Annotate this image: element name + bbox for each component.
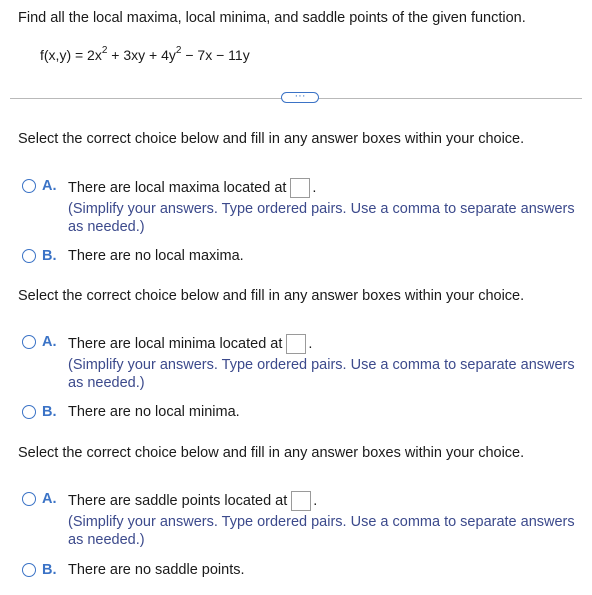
formula-exponent-x: 2 bbox=[101, 45, 108, 56]
choice-letter: B. bbox=[42, 562, 57, 578]
radio-maxima-a[interactable] bbox=[22, 179, 36, 193]
choice-text: There are saddle points located at bbox=[68, 492, 288, 509]
hint-text: (Simplify your answers. Type ordered pairs. Use a comma to separate answers as needed.) bbox=[68, 357, 575, 391]
choice-letter: B. bbox=[42, 404, 57, 420]
choice-letter: A. bbox=[42, 334, 57, 350]
formula-mid: + 3xy + 4y bbox=[107, 47, 176, 63]
function-formula bbox=[40, 47, 250, 63]
formula-rhs: − 7x − 11y bbox=[181, 47, 250, 63]
formula-exponent-y: 2 bbox=[175, 45, 182, 56]
radio-minima-b[interactable] bbox=[22, 405, 36, 419]
radio-saddle-b[interactable] bbox=[22, 563, 36, 577]
answer-box-maxima[interactable] bbox=[290, 178, 310, 198]
choice-text: There are local maxima located at bbox=[68, 179, 287, 196]
choice-letter: A. bbox=[42, 178, 57, 194]
answer-box-minima[interactable] bbox=[286, 334, 306, 354]
radio-maxima-b[interactable] bbox=[22, 249, 36, 263]
hint-text: (Simplify your answers. Type ordered pairs. Use a comma to separate answers as needed.) bbox=[68, 201, 575, 235]
choice-text: There are local minima located at bbox=[68, 335, 283, 352]
question-prompt: Find all the local maxima, local minima, and saddle points of the given function. bbox=[18, 10, 526, 26]
radio-minima-a[interactable] bbox=[22, 335, 36, 349]
answer-box-saddle[interactable] bbox=[291, 491, 311, 511]
instruction-minima: Select the correct choice below and fill in any answer boxes within your choice. bbox=[18, 288, 525, 304]
choice-letter: A. bbox=[42, 491, 57, 507]
hint-text: (Simplify your answers. Type ordered pairs. Use a comma to separate answers as needed.) bbox=[68, 514, 575, 548]
choice-text: There are no local maxima. bbox=[68, 248, 244, 264]
choice-letter: B. bbox=[42, 248, 57, 264]
period: . bbox=[313, 492, 318, 509]
radio-saddle-a[interactable] bbox=[22, 492, 36, 506]
instruction-maxima: Select the correct choice below and fill in any answer boxes within your choice. bbox=[18, 131, 525, 147]
more-options-button[interactable]: ··· bbox=[281, 92, 319, 103]
formula-lhs: f(x,y) = 2x bbox=[40, 47, 102, 63]
period: . bbox=[308, 335, 313, 352]
period: . bbox=[312, 179, 317, 196]
instruction-saddle: Select the correct choice below and fill in any answer boxes within your choice. bbox=[18, 445, 525, 461]
choice-text: There are no local minima. bbox=[68, 404, 240, 420]
choice-text: There are no saddle points. bbox=[68, 562, 245, 578]
